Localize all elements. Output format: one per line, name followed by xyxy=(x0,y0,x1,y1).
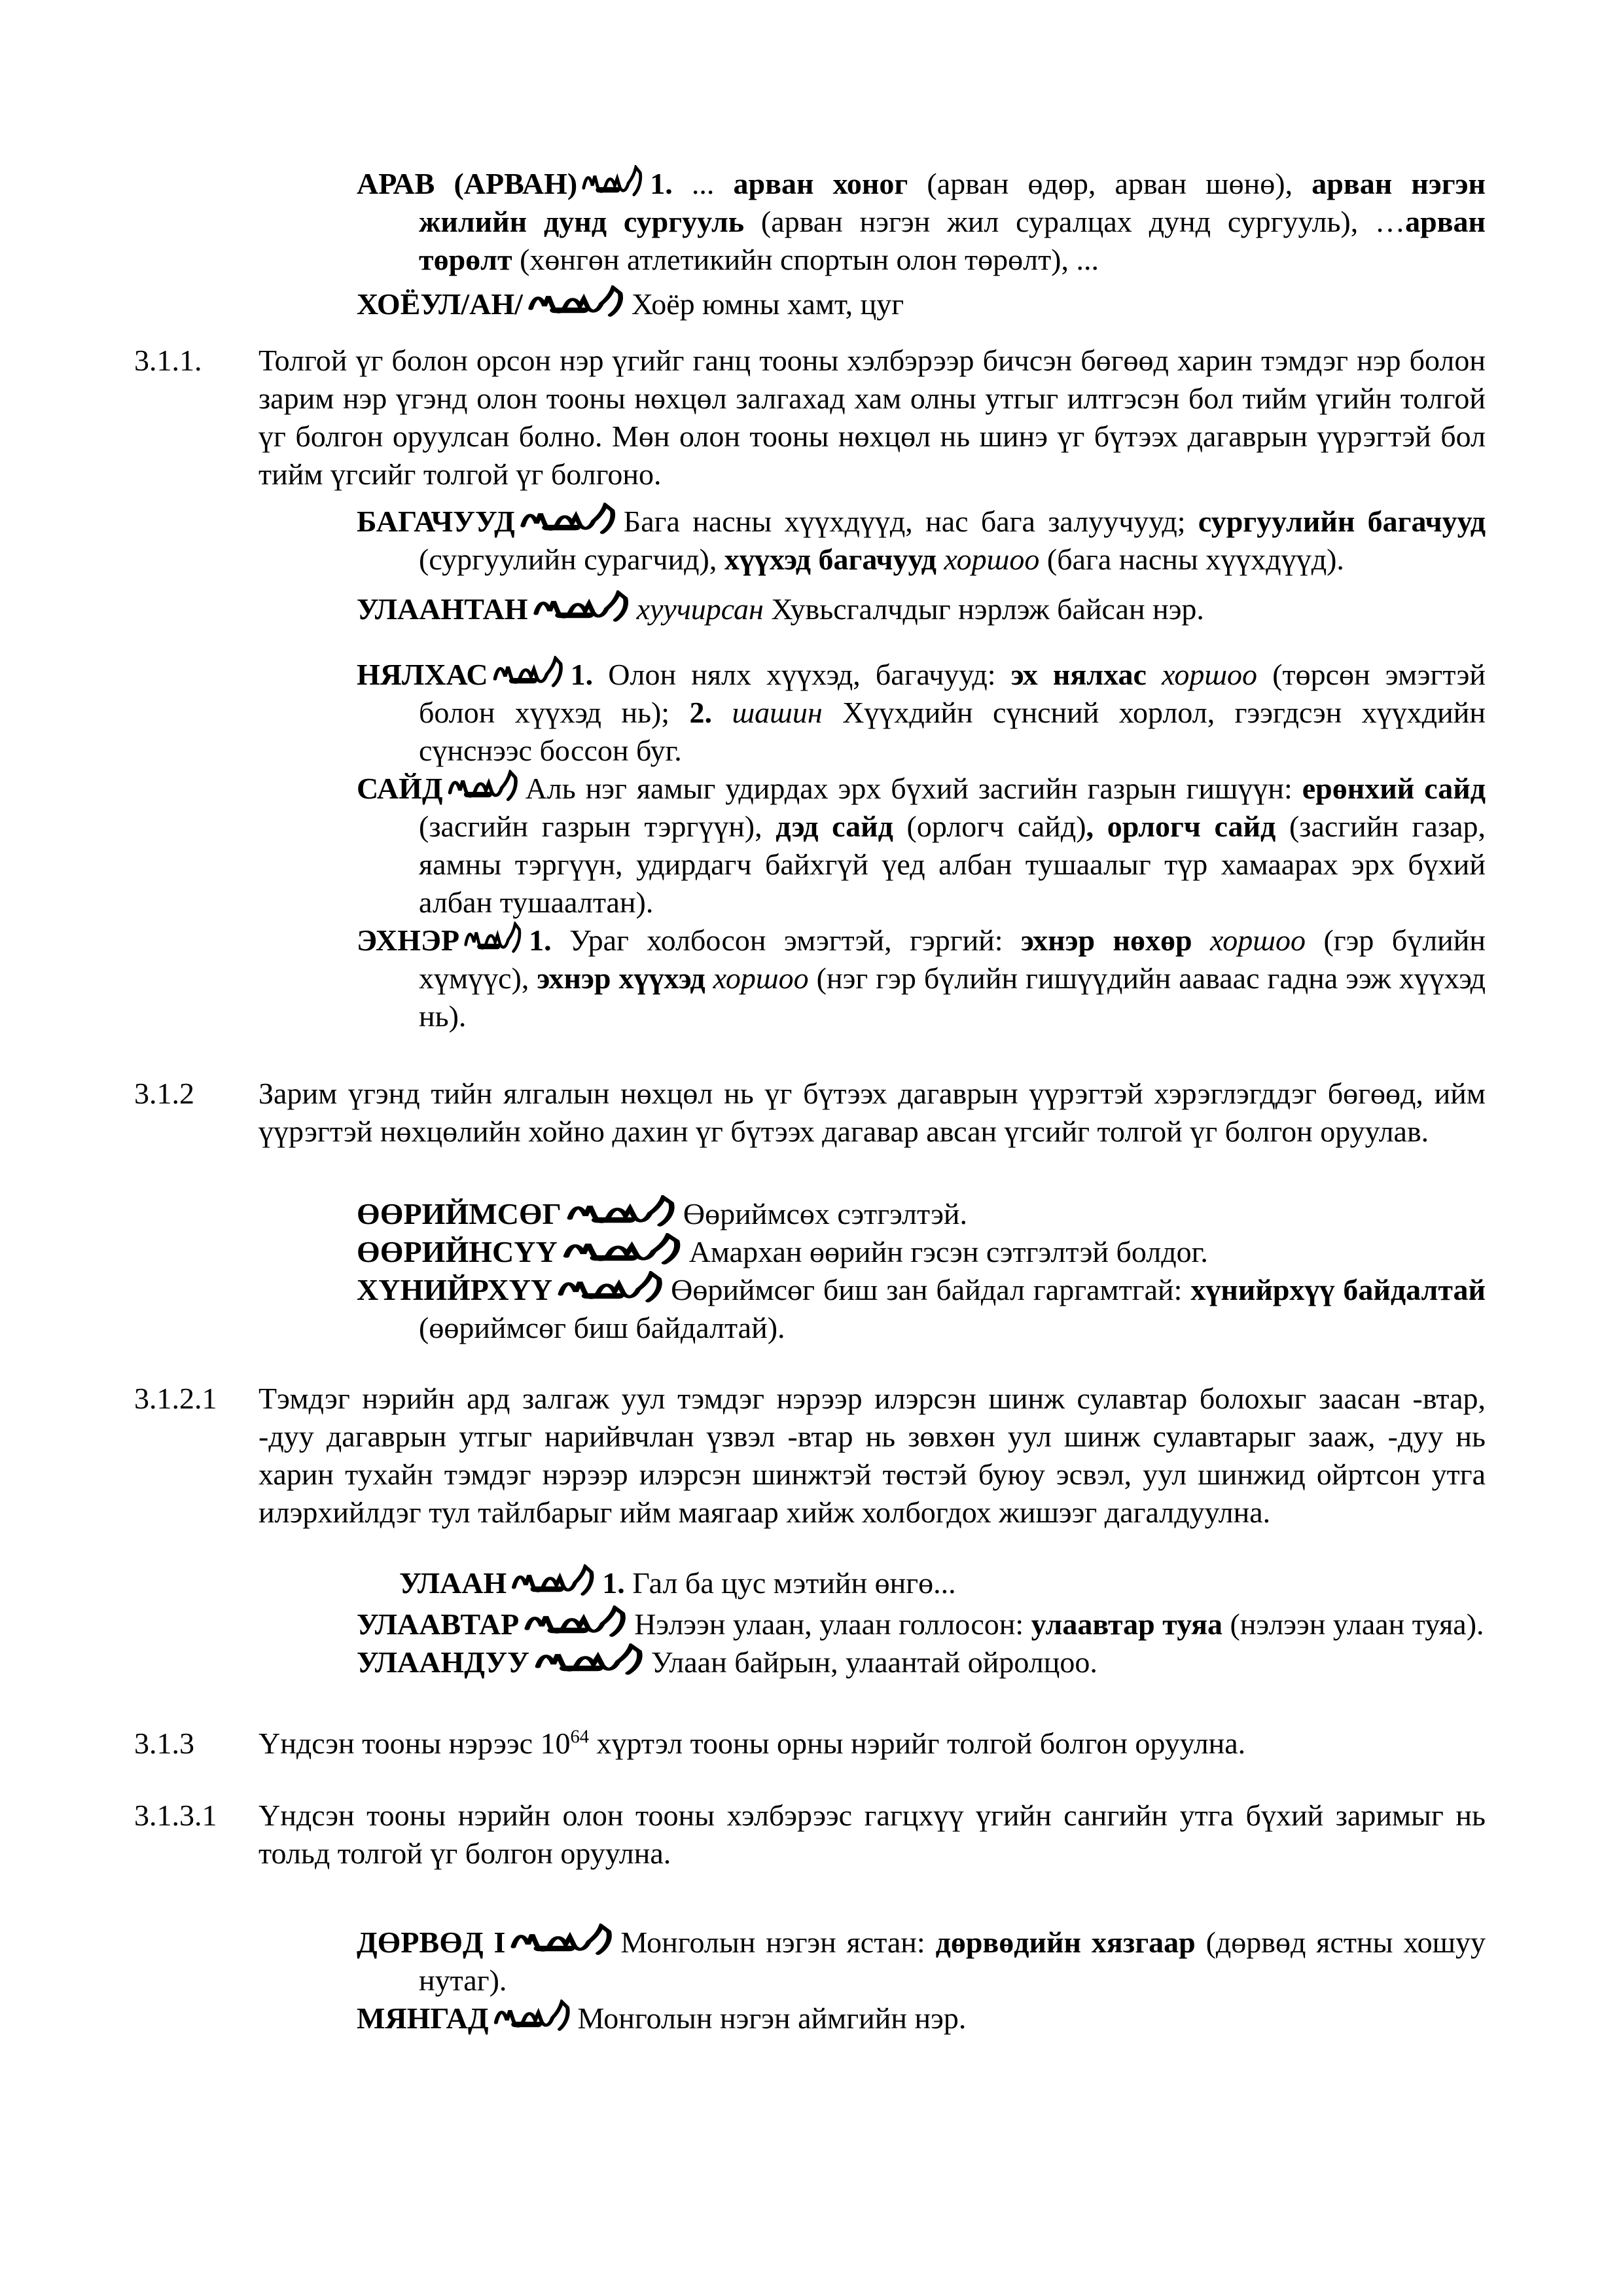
section-paragraph xyxy=(134,1380,1486,1532)
mongol-script-icon xyxy=(533,1643,645,1677)
bold-text: 1. xyxy=(602,1566,625,1600)
section-number: 3.1.3.1 xyxy=(134,1799,217,1832)
dictionary-entry: УЛААНДУУ Улаан байрын, улаантай ойролцоо. xyxy=(419,1643,1486,1681)
entry-headword: МЯНГАД xyxy=(357,2001,489,2035)
dictionary-entry: УЛААВТАР Нэлээн улаан, улаан голлосон: улаавтар туяа (нэлээн улаан туяа). xyxy=(419,1605,1486,1643)
bold-text: орлогч сайд xyxy=(1107,810,1276,843)
bold-text: сургуулийн багачууд xyxy=(1198,505,1486,538)
section-text: Үндсэн тооны нэрийн олон тооны хэлбэрээс гагцхүү үгийн сангийн утга бүхий заримыг нь тольд толгой үг болгон оруулна. xyxy=(259,1799,1486,1870)
section-paragraph xyxy=(134,1075,1486,1151)
entry-headword: УЛААНТАН xyxy=(357,592,528,626)
entry-headword: ӨӨРИЙНСҮҮ xyxy=(357,1235,558,1268)
bold-text: дөрвөдийн хязгаар xyxy=(935,1926,1196,1959)
dictionary-entry: ЭХНЭР 1. Ураг холбосон эмэгтэй, гэргий: эхнэр нөхөр хоршоо (гэр бүлийн хүмүүс), эхнэр хүүхэд хоршоо (нэг гэр бүлийн гишүүдийн ааваас гадна ээж хүүхэд нь). xyxy=(419,922,1486,1035)
entry-headword: ЭХНЭР xyxy=(357,924,460,957)
entry-headword: УЛААВТАР xyxy=(357,1607,520,1641)
mongol-script-icon xyxy=(447,770,519,804)
bold-text: эхнэр хүүхэд xyxy=(537,961,705,995)
section-number: 3.1.2.1 xyxy=(134,1382,217,1415)
section-paragraph xyxy=(134,1797,1486,1873)
italic-text: хоршоо xyxy=(944,543,1040,576)
bold-text: арван нэгэн жилийн дунд сургууль xyxy=(419,167,1486,238)
italic-text: хуучирсан xyxy=(636,592,764,626)
dictionary-entry: САЙД Аль нэг яамыг удирдах эрх бүхий засгийн газрын гишүүн: ерөнхий сайд (засгийн газрын тэргүүн), дэд сайд (орлогч сайд), орлогч сайд (засгийн газар, яамны тэргүүн, удирдагч байхгүй үед албан тушаалыг түр хамаарах эрх бүхий албан тушаалтан). xyxy=(419,770,1486,922)
bold-text: арван төрөлт xyxy=(419,205,1486,276)
mongol-script-icon xyxy=(556,1271,664,1305)
entry-headword: ДӨРВӨД I xyxy=(357,1926,506,1959)
italic-text: хоршоо xyxy=(1210,924,1306,957)
section-text: Тэмдэг нэрийн ард залгаж уул тэмдэг нэрээр илэрсэн шинж сулавтар болохыг заасан -втар, -дуу дагаврын утгыг нарийвчлан үзвэл -втар нь зөвхөн уул шинж сулавтарыг зааж, -дуу нь харин тухайн тэмдэг нэрээр илэрсэн шинжтэй төстэй буюу эсвэл, уул шинжид ойртсон утга илэрхийлдэг тул тайлбарыг ийм маягаар хийж холбогдох жишээг дагалдуулна. xyxy=(259,1382,1486,1529)
bold-text: хүүхэд багачууд xyxy=(724,543,936,576)
bold-text: эхнэр нөхөр xyxy=(1021,924,1192,957)
entry-headword: НЯЛХАС xyxy=(357,658,488,691)
dictionary-entry: НЯЛХАС 1. Олон нялх хүүхэд, багачууд: эх нялхас хоршоо (төрсөн эмэгтэй болон хүүхэд нь); 2. шашин Хүүхдийн сүнсний хорлол, гээгдсэн хүүхдийн сүнснээс боссон буг. xyxy=(419,656,1486,770)
dictionary-entry: УЛААН 1. Гал ба цус мэтийн өнгө... xyxy=(419,1564,1486,1602)
bold-text: 1. xyxy=(650,167,673,200)
mongol-script-icon xyxy=(510,1564,596,1598)
entry-headword: АРАВ (АРВАН) xyxy=(357,167,578,200)
section-number: 3.1.3 xyxy=(134,1727,194,1760)
mongol-script-icon xyxy=(527,285,625,319)
dictionary-entry: АРАВ (АРВАН) 1. ... арван хоног (арван өдөр, арван шөнө), арван нэгэн жилийн дунд сургууль (арван нэгэн жил суралцах дунд сургууль), …арван төрөлт (хөнгөн атлетикийн спортын олон төрөлт), ... xyxy=(419,165,1486,279)
italic-text: хоршоо xyxy=(713,961,809,995)
dictionary-entry: ДӨРВӨД I Монголын нэгэн ястан: дөрвөдийн хязгаар (дөрвөд ястны хошуу нутаг). xyxy=(419,1924,1486,2000)
bold-text: , xyxy=(1086,810,1094,843)
section-number: 3.1.1. xyxy=(134,344,202,377)
mongol-script-icon xyxy=(523,1605,628,1640)
bold-text: 1. xyxy=(529,924,552,957)
bold-text: дэд сайд xyxy=(776,810,893,843)
dictionary-entry: ӨӨРИЙМСӨГ Өөриймсөх сэтгэлтэй. xyxy=(419,1195,1486,1233)
entry-headword: БАГАЧУУД xyxy=(357,505,515,538)
section-number: 3.1.2 xyxy=(134,1077,194,1110)
italic-text: хоршоо xyxy=(1162,658,1258,691)
document-content xyxy=(0,165,1623,2037)
entry-headword: ХҮНИЙРХҮҮ xyxy=(357,1273,553,1306)
entry-headword: УЛААНДУУ xyxy=(357,1645,529,1679)
bold-text: 2. xyxy=(689,696,713,729)
bold-text: эх нялхас xyxy=(1010,658,1147,691)
mongol-script-icon xyxy=(581,165,643,199)
mongol-script-icon xyxy=(565,1195,677,1229)
mongol-script-icon xyxy=(493,2000,571,2034)
dictionary-entry: ХҮНИЙРХҮҮ Өөриймсөг биш зан байдал гаргамтгай: хүнийрхүү байдалтай (өөриймсөг биш байдалтай). xyxy=(419,1271,1486,1347)
dictionary-entry: МЯНГАД Монголын нэгэн аймгийн нэр. xyxy=(419,2000,1486,2037)
mongol-script-icon xyxy=(519,503,617,537)
bold-text: арван хоног xyxy=(733,167,908,200)
dictionary-entry: ӨӨРИЙНСҮҮ Амархан өөрийн гэсэн сэтгэлтэй болдог. xyxy=(419,1233,1486,1271)
entry-headword: ХОЁУЛ/АН/ xyxy=(357,287,523,321)
bold-text: улаавтар туяа xyxy=(1031,1607,1222,1641)
dictionary-entry: УЛААНТАН хуучирсан Хувьсгалчдыг нэрлэж байсан нэр. xyxy=(419,590,1486,628)
bold-text: хүнийрхүү байдалтай xyxy=(1190,1273,1486,1306)
mongol-script-icon xyxy=(509,1924,614,1958)
mongol-script-icon xyxy=(492,656,564,690)
entry-headword: САЙД xyxy=(357,772,443,805)
section-text: Зарим үгэнд тийн ялгалын нөхцөл нь үг бүтээх дагаврын үүрэгтэй хэрэглэгддэг бөгөөд, ийм үүрэгтэй нөхцөлийн хойно дахин үг бүтээх дагавар авсан үгсийг толгой үг болгон оруулав. xyxy=(259,1077,1486,1148)
bold-text: 1. xyxy=(570,658,594,691)
mongol-script-icon xyxy=(532,590,630,624)
section-text: Үндсэн тооны нэрээс $10^{64}$ хүртэл тооны орны нэрийг толгой болгон оруулна. xyxy=(259,1727,1246,1760)
superscript: 64 xyxy=(570,1727,590,1748)
section-paragraph xyxy=(134,342,1486,493)
section-text: Толгой үг болон орсон нэр үгийг ганц тооны хэлбэрээр бичсэн бөгөөд харин тэмдэг нэр болон зарим нэр үгэнд олон тооны нөхцөл залгахад хам олны утгыг илтгэсэн бол тийм үгийн толгой үг болгон оруулсан болно. Мөн олон тооны нөхцөл нь шинэ үг бүтээх дагаврын үүрэгтэй бол тийм үгсийг толгой үг болгоно. xyxy=(259,344,1486,491)
mongol-script-icon xyxy=(562,1233,683,1267)
dictionary-entry: ХОЁУЛ/АН/ Хоёр юмны хамт, цуг xyxy=(419,285,1486,323)
section-paragraph xyxy=(134,1725,1486,1763)
entry-headword: УЛААН xyxy=(399,1566,507,1600)
dictionary-entry: БАГАЧУУД Бага насны хүүхдүүд, нас бага залуучууд; сургуулийн багачууд (сургуулийн сурагчид), хүүхэд багачууд хоршоо (бага насны хүүхдүүд). xyxy=(419,503,1486,579)
bold-text: ерөнхий сайд xyxy=(1302,772,1486,805)
entry-headword: ӨӨРИЙМСӨГ xyxy=(357,1197,562,1230)
mongol-script-icon xyxy=(463,922,522,956)
italic-text: шашин xyxy=(732,696,823,729)
